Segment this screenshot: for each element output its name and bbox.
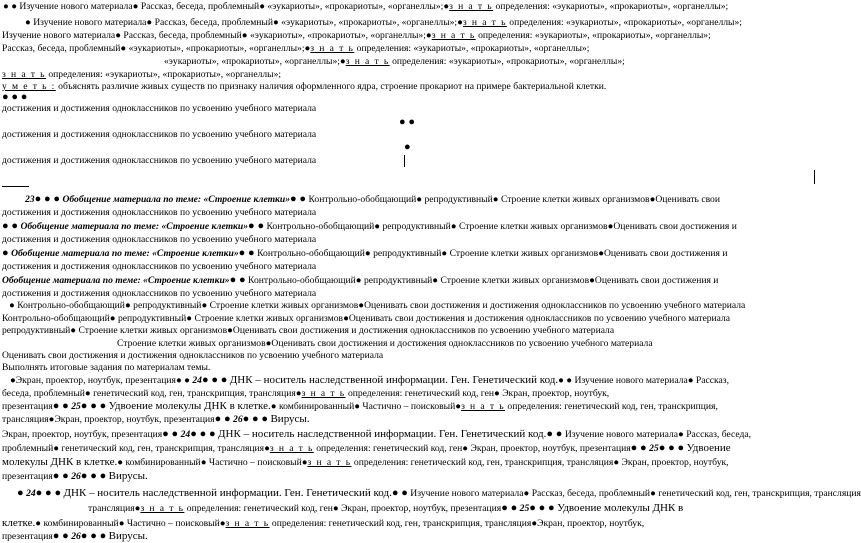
- lesson-23-row: 23● ● ● Обобщение материала по теме: «Строение клетки»● ● Контрольно-обобщающий● репродуктивный● Строение клетки живых организмов●Оценивать свои: [25, 193, 720, 205]
- bullet-icon: ●: [259, 1, 265, 12]
- bullet-icon: ●: [443, 1, 450, 12]
- doc-line-3: Изучение нового материала● Рассказ, беседа, проблемный● «эукариоты», «прокариоты», «органеллы»;●з н а т ь определения: «эукариоты», «прокариоты», «органеллы»;: [2, 30, 711, 41]
- doc-line: ● 24● ● ● ДНК – носитель наследственной информации. Ген. Генетический код.● ● Изучение нового материала● Рассказ, беседа, проблемный● генетический код, ген, транскрипция, трансляция: [17, 487, 861, 499]
- bullet-icon: ●: [589, 275, 595, 286]
- bullet-icon: ●: [70, 325, 77, 336]
- doc-line: Экран, проектор, ноутбук, презентация● ● 24● ● ● ДНК – носитель наследственной информации. Ген. Генетический код.● ● Изучение нового материала● Рассказ, беседа,: [2, 428, 751, 440]
- bullet-icon: ● ●: [290, 193, 307, 205]
- bullet-icon: ●: [332, 503, 339, 514]
- bullet-icon: ●: [416, 194, 423, 205]
- bullet-icon: ●: [404, 141, 411, 153]
- doc-line: трансляция●Экран, проектор, ноутбук, презентация● ● 26● ● ● Вирусы.: [2, 413, 310, 425]
- bullet-icon: ●: [607, 221, 614, 232]
- doc-line: беседа, проблемный● генетический код, ген, транскрипция, трансляция●з н а т ь определения: генетический код, ген● Экран, проектор, ноутбук,: [2, 388, 610, 399]
- bullet-icon: ● ● ●: [2, 91, 28, 103]
- bullet-icon: ●: [53, 443, 59, 454]
- doc-line: трансляция●з н а т ь определения: генетический код, ген● Экран, проектор, ноутбук, презентация● ● 25● ● ● Удвоение молекулы ДНК в: [88, 502, 684, 514]
- bullet-icon: ● ●: [162, 428, 179, 440]
- bullet-icon: ●: [201, 300, 208, 311]
- bullet-icon: ● ●: [501, 502, 518, 514]
- bullet-icon: ● ●: [391, 487, 408, 499]
- bullet-icon: ● ●: [52, 470, 69, 482]
- bullet-icon: ● ●: [52, 530, 69, 542]
- lesson-24-row: ●Экран, проектор, ноутбук, презентация● ● 24● ● ● ДНК – носитель наследственной информации. Ген. Генетический код.● ● Изучение нового материала● Рассказ,: [10, 374, 729, 386]
- bullet-icon: ●: [364, 248, 371, 259]
- bullet-icon: ●: [339, 56, 346, 67]
- bullet-icon: ●: [265, 338, 272, 349]
- doc-line: презентация● ● 25● ● ● Удвоение молекулы ДНК в клетке.● комбинированный● Частично – поисковый●з н а т ь определения: генетический код, ген, транскрипция,: [2, 400, 718, 412]
- bullet-icon: ●: [120, 43, 127, 54]
- bullet-icon: ● ● ●: [529, 502, 555, 514]
- bullet-icon: ●: [134, 503, 141, 514]
- bullet-icon: ●: [264, 443, 270, 454]
- bullet-icon: ●: [84, 388, 91, 399]
- bullet-icon: ● ●: [3, 1, 17, 12]
- doc-line: Выполнять итоговые задания по материалам темы.: [2, 362, 211, 373]
- divider: [404, 155, 405, 167]
- bullet-icon: ●: [441, 248, 448, 259]
- bullet-icon: ● ● ●: [658, 442, 685, 454]
- bullet-icon: ●: [9, 300, 15, 311]
- bullet-icon: ●: [343, 313, 349, 324]
- bullet-icon: ●: [115, 30, 121, 41]
- bullet-icon: ●: [462, 443, 469, 454]
- doc-line: ● Обобщение материала по теме: «Строение клетки»● ● Контрольно-обобщающий● репродуктивный● Строение клетки живых организмов●Оценивать свои достижения и: [2, 247, 728, 259]
- doc-line: Контрольно-обобщающий● репродуктивный● Строение клетки живых организмов●Оценивать свои достижения и достижения одноклассников по усвоению учебного материала: [2, 313, 731, 324]
- bullet-icon: ●: [272, 17, 279, 28]
- bullet-icon: ● ●: [558, 375, 573, 386]
- bullet-icon: ●: [531, 518, 538, 529]
- bullet-icon: ●: [358, 300, 365, 311]
- bullet-icon: ●: [354, 401, 361, 412]
- bullet-icon: ● ●: [546, 428, 563, 440]
- bullet-icon: ●: [200, 457, 207, 468]
- bullet-icon: ●: [124, 300, 131, 311]
- bullet-icon: ●: [25, 17, 31, 28]
- doc-line-10: достижения и достижения одноклассников по усвоению учебного материала: [2, 129, 317, 140]
- doc-line: презентация● ● 26● ● ● Вирусы.: [2, 470, 148, 482]
- bullet-icon: ●: [295, 388, 302, 399]
- bullet-icon: ●: [186, 313, 193, 324]
- bullet-icon: ●: [492, 194, 499, 205]
- bullet-icon: ● ● ●: [80, 530, 107, 542]
- bullet-icon: ●: [2, 247, 9, 259]
- bullet-icon: ●: [219, 518, 226, 529]
- bullet-icon: ●: [17, 487, 24, 499]
- bullet-icon: ● ●: [175, 375, 190, 386]
- bullet-icon: ●: [650, 488, 656, 499]
- doc-line-7: у м е т ь : объяснять различие живых существ по признаку наличия оформленного ядра, строение прокариот на примере бактериальной клетки.: [2, 81, 607, 92]
- bullet-icon: ●: [649, 194, 656, 205]
- bullet-icon: ●: [109, 313, 116, 324]
- bullet-icon: ●: [227, 325, 233, 336]
- doc-line: презентация● ● 26● ● ● Вирусы.: [2, 530, 148, 542]
- bullet-icon: ●: [374, 221, 381, 232]
- doc-line: достижения и достижения одноклассников по усвоению учебного материала: [2, 207, 317, 218]
- bullet-icon: ●: [48, 414, 55, 425]
- doc-line: молекулы ДНК в клетке.● комбинированный● Частично – поисковый●з н а т ь определения: генетический код, ген, транскрипция, трансляция● Экран, проектор, ноутбук,: [2, 456, 729, 468]
- doc-line-9: достижения и достижения одноклассников по усвоению учебного материала: [2, 103, 317, 114]
- doc-line: достижения и достижения одноклассников по усвоению учебного материала: [2, 234, 317, 245]
- bullet-icon: ● ●: [214, 413, 231, 425]
- doc-line: Строение клетки живых организмов●Оценивать свои достижения и достижения одноклассников по усвоению учебного материала: [117, 338, 653, 349]
- bullet-icon: ●: [678, 429, 684, 440]
- bullet-icon: ●: [35, 518, 42, 529]
- bullet-icon: ● ● ●: [190, 428, 216, 440]
- bullet-icon: ●: [598, 248, 604, 259]
- doc-line: Оценивать свои достижения и достижения одноклассников по усвоению учебного материала: [2, 350, 384, 361]
- doc-line: проблемный● генетический код, ген, транскрипция, трансляция●з н а т ь определения: генетический код, ген● Экран, проектор, ноутбук, презентация● ● 25● ● ● Удвоение: [2, 442, 731, 454]
- bullet-icon: ●: [450, 221, 457, 232]
- bullet-icon: ●: [118, 518, 125, 529]
- bullet-icon: ●: [494, 388, 500, 399]
- doc-line: клетке.● комбинированный● Частично – поисковый●з н а т ь определения: генетический код, ген, транскрипция, трансляция●Экран, проектор, ноутбук,: [2, 517, 645, 529]
- bullet-icon: ●: [304, 43, 311, 54]
- bullet-icon: ●: [455, 401, 462, 412]
- bullet-icon: ● ● ●: [80, 400, 107, 412]
- doc-line: ● Контрольно-обобщающий● репродуктивный● Строение клетки живых организмов●Оценивать свои достижения и достижения одноклассников по усвоению учебного материала: [9, 300, 746, 311]
- doc-line: Обобщение материала по теме: «Строение клетки»● ● Контрольно-обобщающий● репродуктивный● Строение клетки живых организмов●Оценивать свои достижения и: [2, 274, 719, 286]
- bullet-icon: ● ● ●: [201, 374, 228, 386]
- bullet-icon: ● ●: [399, 116, 416, 128]
- bullet-icon: ●: [523, 488, 530, 499]
- doc-line-4: Рассказ, беседа, проблемный● «эукариоты», «прокариоты», «органеллы»;●з н а т ь определения: «эукариоты», «прокариоты», «органеллы»;: [2, 43, 590, 54]
- doc-line: ● ● Обобщение материала по теме: «Строение клетки»● ● Контрольно-обобщающий● репродуктивный● Строение клетки живых организмов●Оценивать свои достижения и: [2, 220, 737, 232]
- bullet-icon: ●: [613, 457, 620, 468]
- bullet-icon: ●: [270, 401, 277, 412]
- doc-line-5: «эукариоты», «прокариоты», «органеллы»;●з н а т ь определения: «эукариоты», «прокариоты», «органеллы»;: [164, 56, 625, 67]
- doc-line: достижения и достижения одноклассников по усвоению учебного материала: [2, 261, 317, 272]
- bullet-icon: ●: [432, 275, 439, 286]
- bullet-icon: ● ●: [630, 442, 647, 454]
- bullet-icon: ●: [132, 1, 139, 12]
- bullet-icon: ● ● ●: [80, 470, 107, 482]
- doc-line-2: ● Изучение нового материала● Рассказ, беседа, проблемный● «эукариоты», «прокариоты», «органеллы»;●з н а т ь определения: «эукариоты», «прокариоты», «органеллы»;: [25, 17, 742, 28]
- bullet-icon: ● ●: [248, 220, 265, 232]
- doc-line: репродуктивный● Строение клетки живых организмов●Оценивать свои достижения и достижения одноклассников по усвоению учебного материала: [2, 325, 615, 336]
- doc-line-6: з н а т ь определения: «эукариоты», «прокариоты», «органеллы»;: [2, 69, 282, 80]
- bullet-icon: ● ● ●: [35, 487, 62, 499]
- bullet-icon: ● ● ●: [242, 413, 269, 425]
- bullet-icon: ●: [301, 457, 308, 468]
- bullet-icon: ● ●: [52, 400, 69, 412]
- bullet-icon: ●: [117, 457, 124, 468]
- bullet-icon: ●: [355, 275, 362, 286]
- bullet-icon: ●: [10, 375, 16, 386]
- bullet-icon: ●: [146, 17, 153, 28]
- bullet-icon: ●: [457, 17, 463, 28]
- doc-line: достижения и достижения одноклассников по усвоению учебного материала: [2, 288, 317, 299]
- divider: [814, 170, 815, 184]
- divider: [2, 186, 29, 187]
- bullet-icon: ● ●: [238, 247, 255, 259]
- bullet-icon: ●: [241, 30, 248, 41]
- bullet-icon: ● ● ●: [34, 193, 61, 205]
- doc-line-1: ● ● Изучение нового материала● Рассказ, беседа, проблемный● «эукариоты», «прокариоты», «органеллы»;●з н а т ь определения: «эукариоты», «прокариоты», «органеллы»;: [3, 1, 729, 12]
- bullet-icon: ●: [687, 375, 694, 386]
- bullet-icon: ● ●: [2, 220, 19, 232]
- bullet-icon: ●: [425, 30, 432, 41]
- doc-line-11: достижения и достижения одноклассников по усвоению учебного материала: [2, 155, 317, 166]
- bullet-icon: ● ●: [229, 274, 246, 286]
